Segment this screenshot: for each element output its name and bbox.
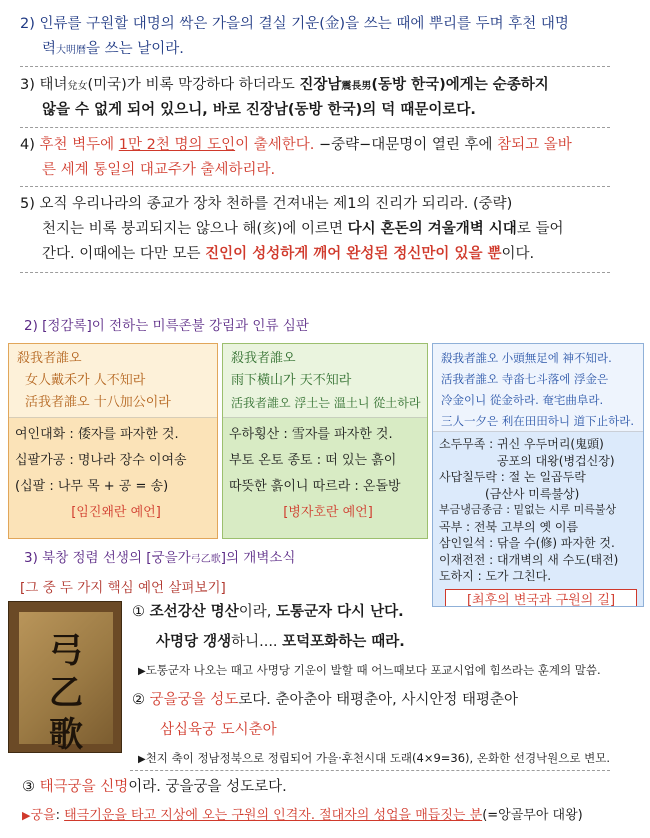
box-c-hanja-line: 三人一夕은 利在田田하니 道下止하라.	[441, 414, 635, 428]
box-b-hanja-line: 殺我者誰오	[231, 351, 296, 366]
box-c-expl-line: 소두무족 : 귀신 우두머리(鬼頭)	[439, 437, 604, 451]
box-c-hanja-line: 活我者誰오 寺畓七斗落에 浮金은	[441, 372, 609, 386]
note-1: ▶도통군자 나오는 때고 사명당 기운이 발할 때 어느때보다 포교시업에 힘쓰라는 훈계의 말씀.	[138, 663, 601, 677]
box-b-hanja-line: 雨下橫山가 天不知라	[231, 373, 352, 388]
box-c-expl-line: 공포의 대왕(병겁신장)	[497, 453, 615, 468]
item-3-line-2: 않을 수 없게 되어 있으니, 바로 진장남(동방 한국)의 덕 때문이로다.	[42, 102, 476, 118]
box-c-expl-line: 도하지 : 도가 그친다.	[439, 569, 552, 583]
box-a-expl-line: 십팔가공 : 명나라 장수 이여송	[15, 453, 187, 468]
prophecy-box-imjin	[8, 343, 218, 539]
item-4-line-2: 른 세계 통일의 대교주가 출세하리라.	[42, 162, 276, 178]
item-5-line-3: 간다. 이때에는 다만 모든 진인이 성성하게 깨어 완성된 정신만이 있을 뿐이다.	[42, 246, 535, 262]
prophecy-box-final	[432, 343, 644, 607]
prophecy-point-1: ① 조선강산 명산이라, 도통군자 다시 난다.	[132, 604, 404, 620]
box-c-hanja	[433, 344, 643, 432]
box-a-expl-line: (십팔 : 나무 목 + 공 = 송)	[15, 479, 169, 494]
prophecy-item-3	[20, 73, 610, 123]
box-c-expl-line: 사답칠두락 : 절 논 일곱두락	[439, 470, 586, 484]
prophecy-point-1-cont: 사명당 갱생하니.... 포덕포화하는 때라.	[156, 634, 405, 650]
box-b-explanation	[223, 418, 427, 524]
box-c-hanja-line: 冷金이니 從金하라. 奄宅曲阜라.	[441, 393, 604, 407]
divider	[20, 66, 610, 67]
section-3-title: 3) 북창 정렴 선생의 [궁을가弓乙歌]의 개벽소식	[24, 550, 296, 566]
divider	[130, 770, 610, 771]
item-5-line-2: 천지는 비록 붕괴되지는 않으나 해(亥)에 이르면 다시 혼돈의 겨울개벽 시대로 들어	[42, 221, 564, 237]
prophecy-item-2	[20, 12, 610, 62]
item-4-line-1: 4) 후천 벽두에 1만 2천 명의 도인이 출세한다. −중략−대문명이 열린 후에 참되고 올바	[20, 137, 572, 153]
divider	[20, 272, 610, 273]
divider	[20, 186, 610, 187]
box-b-expl-line: 우하횡산 : 雪자를 파자한 것.	[229, 427, 393, 442]
box-c-expl-line: 곡부 : 전북 고부의 옛 이름	[439, 519, 579, 534]
section-2-title: 2) [정감록]이 전하는 미륵존불 강림과 인류 심판	[24, 318, 309, 334]
note-2: ▶천지 축이 정남정북으로 정립되어 가을·후천시대 도래(4×9=36), 온화한 선경낙원으로 변모.	[138, 751, 611, 765]
item-2-line-1: 2) 인류를 구원할 대명의 싹은 가을의 결실 기운(金)을 쓰는 때에 뿌리를 두며 후천 대명	[20, 16, 569, 32]
book-cover-image	[8, 601, 122, 753]
section-3-subtitle: [그 중 두 가지 핵심 예언 살펴보기]	[20, 580, 226, 596]
item-2-line-2: 력大明曆을 쓰는 날이라.	[42, 41, 184, 57]
box-a-expl-line: 여인대화 : 倭자를 파자한 것.	[15, 427, 179, 442]
triangle-icon: ▶	[138, 754, 146, 765]
box-a-explanation	[9, 418, 217, 524]
box-b-expl-line: 따뜻한 흙이니 따르라 : 온돌방	[229, 479, 401, 494]
box-c-explanation	[433, 432, 643, 607]
box-c-tag: [최후의 변국과 구원의 길]	[445, 589, 637, 608]
prophecy-box-byeongja	[222, 343, 428, 539]
divider	[20, 127, 610, 128]
box-b-hanja-line: 活我者誰오 浮土는 溫土니 從土하라	[231, 396, 421, 410]
book-title-glyph: 弓乙歌	[49, 631, 83, 755]
box-b-hanja	[223, 344, 427, 418]
item-3-line-1: 3) 태녀兌女(미국)가 비록 막강하다 하더라도 진장남震長男(동방 한국)에게는 순종하지	[20, 77, 549, 93]
box-c-hanja-line: 殺我者誰오 小頭無足에 神不知라.	[441, 351, 612, 365]
box-b-tag: [병자호란 예언]	[283, 505, 373, 520]
box-a-hanja-line: 女人戴禾가 人不知라	[25, 373, 146, 388]
triangle-icon: ▶	[22, 809, 31, 822]
item-5-line-1: 5) 오직 우리나라의 종교가 장차 천하를 건져내는 제1의 진리가 되리라. (중략)	[20, 196, 513, 212]
prophecy-point-3: ③ 태극궁을 신명이라. 궁을궁을 성도로다.	[22, 779, 287, 795]
box-c-expl-line: (금산사 미륵불상)	[485, 486, 580, 501]
box-a-tag: [임진왜란 예언]	[71, 505, 161, 520]
box-b-expl-line: 부토 온토 종토 : 떠 있는 흙이	[229, 453, 397, 468]
prophecy-item-4	[20, 133, 610, 183]
box-c-expl-line: 이재전전 : 대개벽의 새 수도(태전)	[439, 552, 619, 567]
box-a-hanja-line: 殺我者誰오	[17, 351, 82, 366]
triangle-icon: ▶	[138, 666, 146, 677]
box-c-expl-line: 삼인일석 : 닦을 수(修) 파자한 것.	[439, 536, 615, 550]
box-a-hanja	[9, 344, 217, 418]
box-a-hanja-line: 活我者誰오 十八加公이라	[25, 395, 171, 410]
bottom-note: ▶궁을: 태극기운을 타고 지상에 오는 구원의 인격자. 절대자의 성업을 매듭짓는 분(=앙골무아 대왕)	[22, 808, 583, 823]
prophecy-point-2-cont: 삼십육궁 도시춘아	[160, 722, 277, 738]
book-paper	[19, 612, 113, 755]
prophecy-point-2: ② 궁을궁을 성도로다. 춘아춘아 태평춘아, 사시안정 태평춘아	[132, 692, 519, 708]
prophecy-item-5	[20, 192, 610, 267]
box-c-expl-line: 부금냉금종금 : 밑없는 시루 미륵불상	[439, 503, 617, 516]
